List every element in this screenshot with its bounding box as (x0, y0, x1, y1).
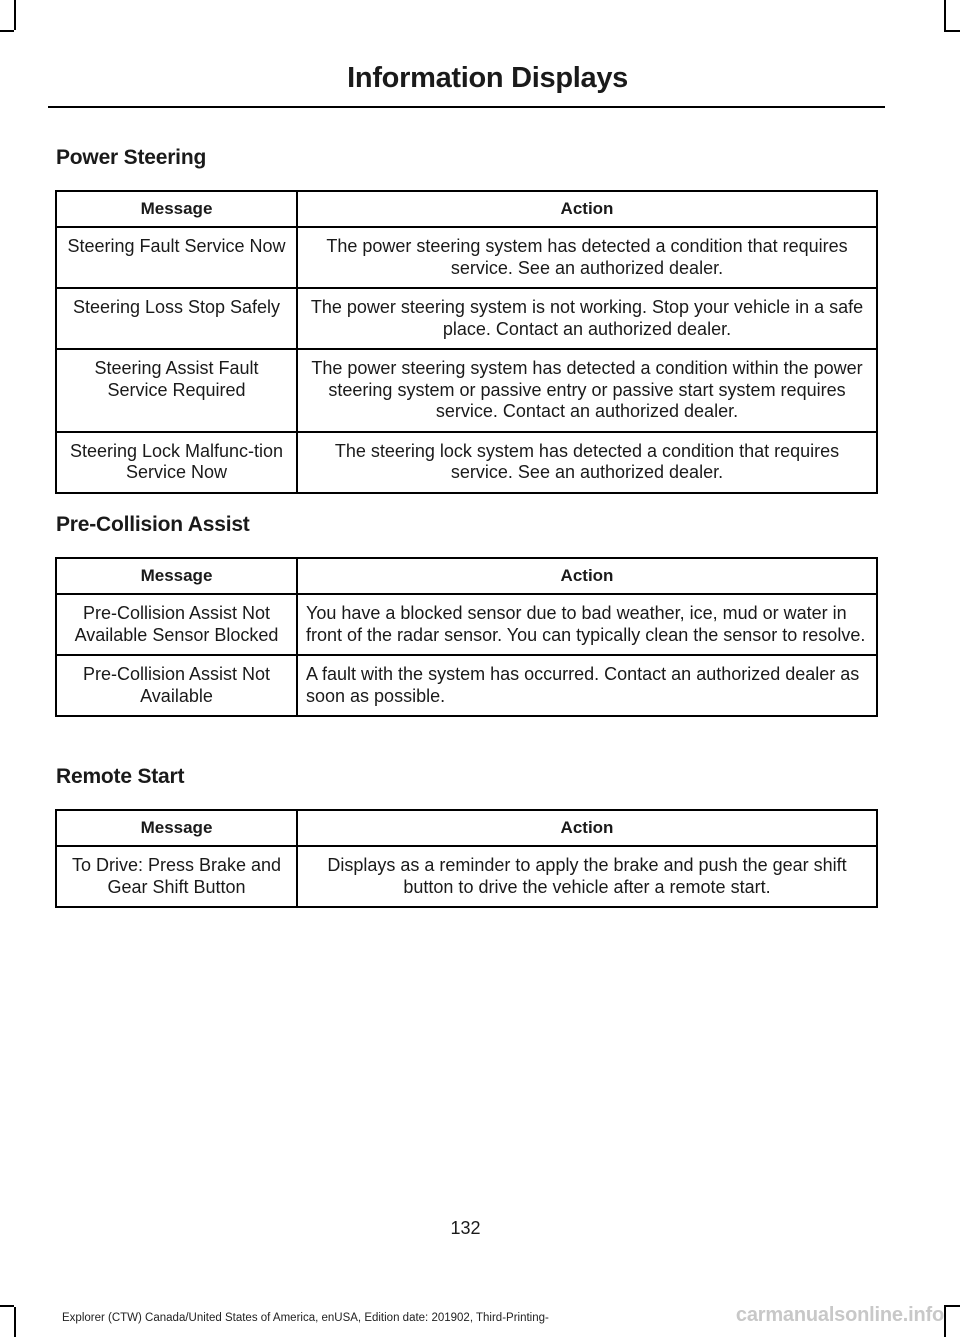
column-header-action: Action (297, 810, 877, 846)
section-title-remote-start: Remote Start (56, 765, 185, 788)
column-header-message: Message (56, 558, 297, 594)
message-cell: Pre-Collision Assist Not Available Sensor Blocked (56, 594, 297, 655)
crop-mark (14, 0, 16, 30)
section-title-pre-collision-assist: Pre-Collision Assist (56, 513, 250, 536)
watermark: carmanualsonline.info (735, 1304, 944, 1326)
crop-mark (0, 30, 14, 32)
column-header-message: Message (56, 191, 297, 227)
table-header-row (56, 191, 877, 227)
power-steering-table (55, 190, 878, 494)
action-cell: The power steering system has detected a condition within the power steering system or passive entry or passive start system requires service. Contact an authorized dealer. (297, 349, 877, 432)
message-cell: Pre-Collision Assist Not Available (56, 655, 297, 716)
message-cell: To Drive: Press Brake and Gear Shift Button (56, 846, 297, 907)
column-header-action: Action (297, 191, 877, 227)
header-divider (48, 106, 885, 108)
message-cell: Steering Lock Malfunc-tion Service Now (56, 432, 297, 493)
column-header-message: Message (56, 810, 297, 846)
table-row (56, 432, 877, 493)
action-cell: Displays as a reminder to apply the brake and push the gear shift button to drive the vehicle after a remote start. (297, 846, 877, 907)
action-cell: The power steering system has detected a condition that requires service. See an authorized dealer. (297, 227, 877, 288)
column-header-action: Action (297, 558, 877, 594)
crop-mark (0, 1305, 14, 1307)
message-cell: Steering Assist Fault Service Required (56, 349, 297, 432)
footer-edition-text: Explorer (CTW) Canada/United States of America, enUSA, Edition date: 201902, Third-Printing- (62, 1312, 549, 1324)
section-title-power-steering: Power Steering (56, 146, 207, 169)
crop-mark (14, 1307, 16, 1337)
page-number: 132 (450, 1218, 481, 1238)
action-cell: The power steering system is not working. Stop your vehicle in a safe place. Contact an authorized dealer. (297, 288, 877, 349)
table-row (56, 288, 877, 349)
table-row (56, 846, 877, 907)
table-row (56, 655, 877, 716)
table-header-row (56, 810, 877, 846)
crop-mark (944, 30, 960, 32)
action-cell: You have a blocked sensor due to bad weather, ice, mud or water in front of the radar sensor. You can typically clean the sensor to resolve. (297, 594, 877, 655)
table-row (56, 594, 877, 655)
crop-mark (944, 0, 946, 30)
page-header-title: Information Displays (347, 62, 628, 94)
pre-collision-assist-table (55, 557, 878, 717)
action-cell: A fault with the system has occurred. Contact an authorized dealer as soon as possible. (297, 655, 877, 716)
table-row (56, 349, 877, 432)
action-cell: The steering lock system has detected a condition that requires service. See an authorized dealer. (297, 432, 877, 493)
table-header-row (56, 558, 877, 594)
crop-mark (944, 1307, 946, 1337)
crop-mark (944, 1305, 960, 1307)
table-row (56, 227, 877, 288)
message-cell: Steering Loss Stop Safely (56, 288, 297, 349)
remote-start-table (55, 809, 878, 908)
message-cell: Steering Fault Service Now (56, 227, 297, 288)
